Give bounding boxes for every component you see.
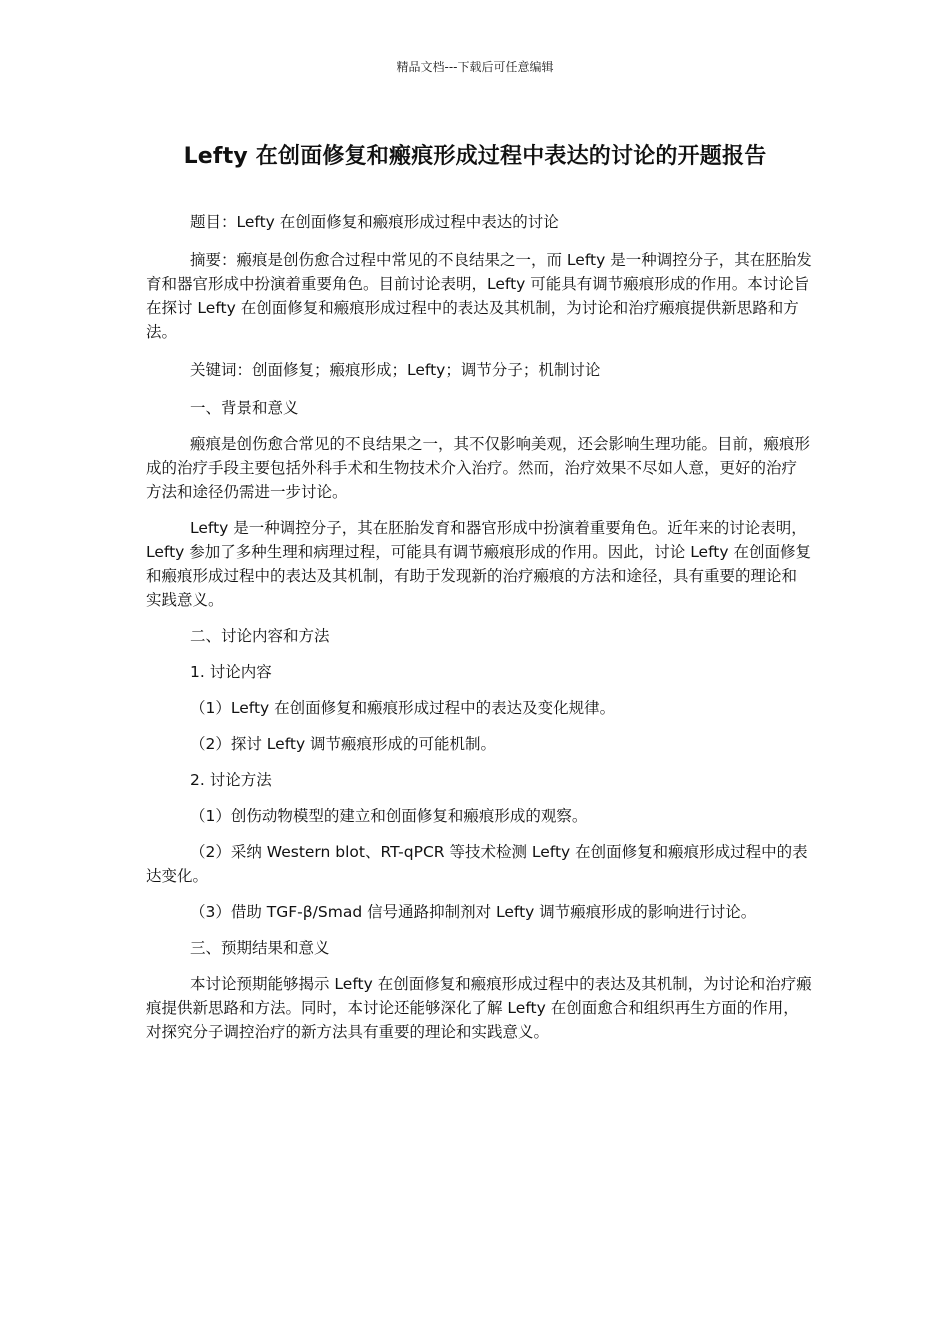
- topic-paragraph: 题目：Lefty 在创面修复和瘢痕形成过程中表达的讨论: [190, 213, 559, 231]
- document-body: [146, 210, 812, 1044]
- content-subheading: 1. 讨论内容: [190, 663, 272, 681]
- section-heading-expected-results: 三、预期结果和意义: [190, 939, 330, 957]
- document-title: Lefty 在创面修复和瘢痕形成过程中表达的讨论的开题报告: [183, 144, 767, 169]
- background-paragraph-1: 瘢痕是创伤愈合常见的不良结果之一，其不仅影响美观，还会影响生理功能。目前，瘢痕形成的治疗手段主要包括外科手术和生物技术介入治疗。然而，治疗效果不尽如人意，更好的治疗方法和途径仍需进一步讨论。: [146, 435, 811, 501]
- method-subheading: 2. 讨论方法: [190, 771, 272, 789]
- page-header: 精品文档---下载后可任意编辑: [396, 60, 554, 74]
- content-item-2: （2）探讨 Lefty 调节瘢痕形成的可能机制。: [190, 735, 497, 753]
- abstract-paragraph: 摘要：瘢痕是创伤愈合过程中常见的不良结果之一，而 Lefty 是一种调控分子，其在胚胎发育和器官形成中扮演着重要角色。目前讨论表明，Lefty 可能具有调节瘢痕形成的作用。本讨论旨在探讨 Lefty 在创面修复和瘢痕形成过程中的表达及其机制，为讨论和治疗瘢痕提供新思路和方法。: [146, 251, 812, 341]
- background-paragraph-2: Lefty 是一种调控分子，其在胚胎发育和器官形成中扮演着重要角色。近年来的讨论表明，Lefty 参加了多种生理和病理过程，可能具有调节瘢痕形成的作用。因此，讨论 Lefty 在创面修复和瘢痕形成过程中的表达及其机制，有助于发现新的治疗瘢痕的方法和途径，具有重要的理论和实践意义。: [146, 519, 811, 609]
- method-item-2: （2）采纳 Western blot、RT-qPCR 等技术检测 Lefty 在创面修复和瘢痕形成过程中的表达变化。: [146, 843, 808, 885]
- content-item-1: （1）Lefty 在创面修复和瘢痕形成过程中的表达及变化规律。: [190, 699, 616, 717]
- section-heading-background: 一、背景和意义: [190, 399, 299, 417]
- method-item-3: （3）借助 TGF-β/Smad 信号通路抑制剂对 Lefty 调节瘢痕形成的影响进行讨论。: [190, 903, 757, 921]
- section-heading-content-methods: 二、讨论内容和方法: [190, 627, 330, 645]
- method-item-1: （1）创伤动物模型的建立和创面修复和瘢痕形成的观察。: [190, 807, 588, 825]
- conclusion-paragraph: 本讨论预期能够揭示 Lefty 在创面修复和瘢痕形成过程中的表达及其机制，为讨论和治疗瘢痕提供新思路和方法。同时，本讨论还能够深化了解 Lefty 在创面愈合和组织再生方面的作用，对探究分子调控治疗的新方法具有重要的理论和实践意义。: [146, 975, 812, 1041]
- keywords-paragraph: 关键词：创面修复；瘢痕形成；Lefty；调节分子；机制讨论: [190, 361, 601, 379]
